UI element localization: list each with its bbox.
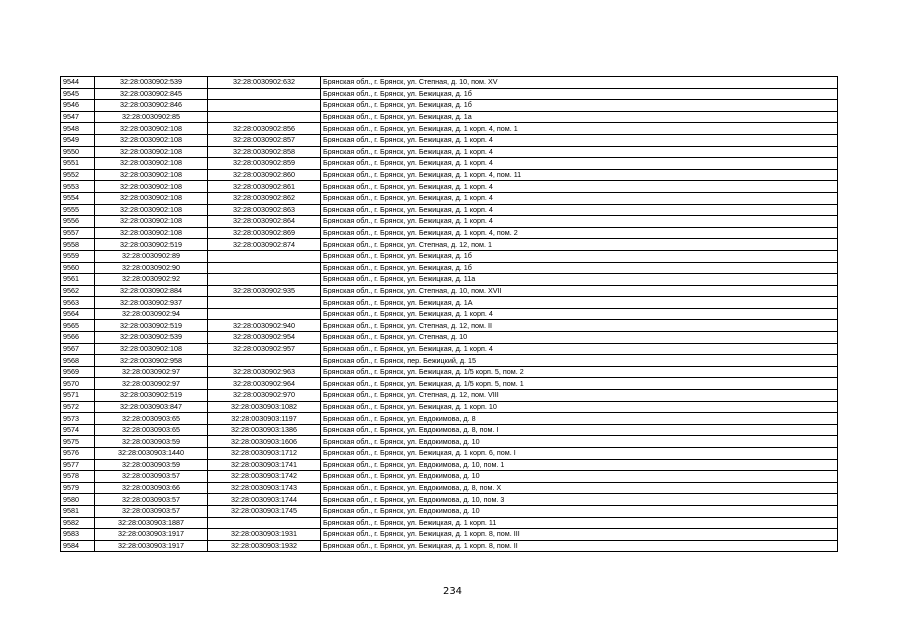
land-cadastral-number-cell: 32:28:0030903:59 bbox=[95, 459, 208, 471]
address-cell: Брянская обл., г. Брянск, ул. Евдокимова, д. 8 bbox=[321, 413, 838, 425]
address-cell: Брянская обл., г. Брянск, ул. Бежицкая, д. 1 корп. 4, пом. 1 bbox=[321, 123, 838, 135]
land-cadastral-number-cell: 32:28:0030902:958 bbox=[95, 355, 208, 367]
row-number-cell: 9574 bbox=[61, 424, 95, 436]
table-body bbox=[61, 77, 838, 552]
table-row bbox=[61, 192, 838, 204]
land-cadastral-number-cell: 32:28:0030903:57 bbox=[95, 471, 208, 483]
address-cell: Брянская обл., г. Брянск, ул. Евдокимова, д. 8, пом. I bbox=[321, 424, 838, 436]
address-cell: Брянская обл., г. Брянск, ул. Бежицкая, д. 1 корп. 4 bbox=[321, 181, 838, 193]
object-cadastral-number-cell bbox=[208, 250, 321, 262]
land-cadastral-number-cell: 32:28:0030903:57 bbox=[95, 494, 208, 506]
table-row bbox=[61, 540, 838, 552]
row-number-cell: 9576 bbox=[61, 448, 95, 460]
row-number-cell: 9578 bbox=[61, 471, 95, 483]
row-number-cell: 9549 bbox=[61, 134, 95, 146]
object-cadastral-number-cell: 32:28:0030902:858 bbox=[208, 146, 321, 158]
address-cell: Брянская обл., г. Брянск, ул. Степная, д. 12, пом. II bbox=[321, 320, 838, 332]
land-cadastral-number-cell: 32:28:0030902:519 bbox=[95, 320, 208, 332]
land-cadastral-number-cell: 32:28:0030902:845 bbox=[95, 88, 208, 100]
table-row bbox=[61, 204, 838, 216]
address-cell: Брянская обл., г. Брянск, ул. Бежицкая, д. 1 корп. 4 bbox=[321, 158, 838, 170]
land-cadastral-number-cell: 32:28:0030902:539 bbox=[95, 332, 208, 344]
row-number-cell: 9556 bbox=[61, 216, 95, 228]
row-number-cell: 9551 bbox=[61, 158, 95, 170]
object-cadastral-number-cell: 32:28:0030903:1742 bbox=[208, 471, 321, 483]
object-cadastral-number-cell: 32:28:0030902:857 bbox=[208, 134, 321, 146]
object-cadastral-number-cell bbox=[208, 111, 321, 123]
row-number-cell: 9547 bbox=[61, 111, 95, 123]
table-row bbox=[61, 262, 838, 274]
land-cadastral-number-cell: 32:28:0030903:65 bbox=[95, 424, 208, 436]
object-cadastral-number-cell: 32:28:0030903:1743 bbox=[208, 482, 321, 494]
table-row bbox=[61, 494, 838, 506]
address-cell: Брянская обл., г. Брянск, ул. Бежицкая, д. 1 корп. 4 bbox=[321, 216, 838, 228]
object-cadastral-number-cell: 32:28:0030902:864 bbox=[208, 216, 321, 228]
object-cadastral-number-cell: 32:28:0030902:935 bbox=[208, 285, 321, 297]
row-number-cell: 9555 bbox=[61, 204, 95, 216]
object-cadastral-number-cell bbox=[208, 517, 321, 529]
row-number-cell: 9572 bbox=[61, 401, 95, 413]
object-cadastral-number-cell: 32:28:0030903:1745 bbox=[208, 505, 321, 517]
object-cadastral-number-cell: 32:28:0030903:1712 bbox=[208, 448, 321, 460]
object-cadastral-number-cell: 32:28:0030903:1744 bbox=[208, 494, 321, 506]
address-cell: Брянская обл., г. Брянск, ул. Евдокимова, д. 10, пом. 1 bbox=[321, 459, 838, 471]
table-row bbox=[61, 355, 838, 367]
table-row bbox=[61, 413, 838, 425]
row-number-cell: 9570 bbox=[61, 378, 95, 390]
row-number-cell: 9550 bbox=[61, 146, 95, 158]
table-row bbox=[61, 134, 838, 146]
table-row bbox=[61, 320, 838, 332]
object-cadastral-number-cell: 32:28:0030902:940 bbox=[208, 320, 321, 332]
row-number-cell: 9554 bbox=[61, 192, 95, 204]
address-cell: Брянская обл., г. Брянск, ул. Евдокимова, д. 10, пом. 3 bbox=[321, 494, 838, 506]
address-cell: Брянская обл., г. Брянск, ул. Степная, д. 10 bbox=[321, 332, 838, 344]
address-cell: Брянская обл., г. Брянск, ул. Бежицкая, д. 1 корп. 4, пом. 11 bbox=[321, 169, 838, 181]
row-number-cell: 9567 bbox=[61, 343, 95, 355]
table-row bbox=[61, 274, 838, 286]
land-cadastral-number-cell: 32:28:0030902:108 bbox=[95, 158, 208, 170]
address-cell: Брянская обл., г. Брянск, ул. Бежицкая, д. 1А bbox=[321, 297, 838, 309]
table-row bbox=[61, 239, 838, 251]
table-row bbox=[61, 227, 838, 239]
address-cell: Брянская обл., г. Брянск, ул. Бежицкая, д. 1/5 корп. 5, пом. 2 bbox=[321, 366, 838, 378]
object-cadastral-number-cell: 32:28:0030902:863 bbox=[208, 204, 321, 216]
object-cadastral-number-cell bbox=[208, 274, 321, 286]
land-cadastral-number-cell: 32:28:0030902:884 bbox=[95, 285, 208, 297]
address-cell: Брянская обл., г. Брянск, ул. Бежицкая, д. 1 корп. 4, пом. 2 bbox=[321, 227, 838, 239]
object-cadastral-number-cell: 32:28:0030902:964 bbox=[208, 378, 321, 390]
row-number-cell: 9568 bbox=[61, 355, 95, 367]
row-number-cell: 9562 bbox=[61, 285, 95, 297]
row-number-cell: 9565 bbox=[61, 320, 95, 332]
row-number-cell: 9545 bbox=[61, 88, 95, 100]
land-cadastral-number-cell: 32:28:0030902:89 bbox=[95, 250, 208, 262]
row-number-cell: 9575 bbox=[61, 436, 95, 448]
table-row bbox=[61, 77, 838, 89]
land-cadastral-number-cell: 32:28:0030902:92 bbox=[95, 274, 208, 286]
address-cell: Брянская обл., г. Брянск, ул. Бежицкая, д. 1б bbox=[321, 262, 838, 274]
address-cell: Брянская обл., г. Брянск, ул. Степная, д. 10, пом. XV bbox=[321, 77, 838, 89]
object-cadastral-number-cell: 32:28:0030903:1932 bbox=[208, 540, 321, 552]
object-cadastral-number-cell: 32:28:0030902:861 bbox=[208, 181, 321, 193]
object-cadastral-number-cell bbox=[208, 88, 321, 100]
row-number-cell: 9584 bbox=[61, 540, 95, 552]
table-row bbox=[61, 308, 838, 320]
row-number-cell: 9582 bbox=[61, 517, 95, 529]
object-cadastral-number-cell: 32:28:0030903:1606 bbox=[208, 436, 321, 448]
row-number-cell: 9558 bbox=[61, 239, 95, 251]
land-cadastral-number-cell: 32:28:0030903:66 bbox=[95, 482, 208, 494]
address-cell: Брянская обл., г. Брянск, ул. Бежицкая, д. 1 корп. 6, пом. I bbox=[321, 448, 838, 460]
property-register-table bbox=[60, 76, 838, 552]
object-cadastral-number-cell: 32:28:0030903:1931 bbox=[208, 529, 321, 541]
address-cell: Брянская обл., г. Брянск, пер. Бежицкий, д. 15 bbox=[321, 355, 838, 367]
table-row bbox=[61, 424, 838, 436]
address-cell: Брянская обл., г. Брянск, ул. Бежицкая, д. 1 корп. 4 bbox=[321, 343, 838, 355]
land-cadastral-number-cell: 32:28:0030902:539 bbox=[95, 77, 208, 89]
address-cell: Брянская обл., г. Брянск, ул. Бежицкая, д. 1а bbox=[321, 111, 838, 123]
table-row bbox=[61, 343, 838, 355]
land-cadastral-number-cell: 32:28:0030902:519 bbox=[95, 390, 208, 402]
row-number-cell: 9546 bbox=[61, 100, 95, 112]
land-cadastral-number-cell: 32:28:0030902:94 bbox=[95, 308, 208, 320]
land-cadastral-number-cell: 32:28:0030902:108 bbox=[95, 181, 208, 193]
land-cadastral-number-cell: 32:28:0030903:847 bbox=[95, 401, 208, 413]
address-cell: Брянская обл., г. Брянск, ул. Бежицкая, д. 1/5 корп. 5, пом. 1 bbox=[321, 378, 838, 390]
row-number-cell: 9560 bbox=[61, 262, 95, 274]
row-number-cell: 9566 bbox=[61, 332, 95, 344]
address-cell: Брянская обл., г. Брянск, ул. Евдокимова, д. 10 bbox=[321, 436, 838, 448]
row-number-cell: 9569 bbox=[61, 366, 95, 378]
table-row bbox=[61, 401, 838, 413]
table-row bbox=[61, 88, 838, 100]
land-cadastral-number-cell: 32:28:0030902:108 bbox=[95, 146, 208, 158]
table-row bbox=[61, 169, 838, 181]
address-cell: Брянская обл., г. Брянск, ул. Евдокимова, д. 10 bbox=[321, 471, 838, 483]
table-row bbox=[61, 332, 838, 344]
table-row bbox=[61, 250, 838, 262]
table-row bbox=[61, 146, 838, 158]
address-cell: Брянская обл., г. Брянск, ул. Степная, д. 10, пом. XVII bbox=[321, 285, 838, 297]
address-cell: Брянская обл., г. Брянск, ул. Бежицкая, д. 1 корп. 10 bbox=[321, 401, 838, 413]
page-number: 234 bbox=[442, 586, 463, 597]
object-cadastral-number-cell: 32:28:0030903:1197 bbox=[208, 413, 321, 425]
land-cadastral-number-cell: 32:28:0030902:97 bbox=[95, 378, 208, 390]
object-cadastral-number-cell bbox=[208, 355, 321, 367]
table-row bbox=[61, 378, 838, 390]
land-cadastral-number-cell: 32:28:0030902:108 bbox=[95, 123, 208, 135]
object-cadastral-number-cell: 32:28:0030902:860 bbox=[208, 169, 321, 181]
address-cell: Брянская обл., г. Брянск, ул. Степная, д. 12, пом. VIII bbox=[321, 390, 838, 402]
table-row bbox=[61, 482, 838, 494]
land-cadastral-number-cell: 32:28:0030902:846 bbox=[95, 100, 208, 112]
table-row bbox=[61, 181, 838, 193]
row-number-cell: 9571 bbox=[61, 390, 95, 402]
object-cadastral-number-cell: 32:28:0030903:1386 bbox=[208, 424, 321, 436]
row-number-cell: 9557 bbox=[61, 227, 95, 239]
land-cadastral-number-cell: 32:28:0030903:1917 bbox=[95, 540, 208, 552]
row-number-cell: 9544 bbox=[61, 77, 95, 89]
table-row bbox=[61, 436, 838, 448]
land-cadastral-number-cell: 32:28:0030903:1887 bbox=[95, 517, 208, 529]
row-number-cell: 9553 bbox=[61, 181, 95, 193]
address-cell: Брянская обл., г. Брянск, ул. Евдокимова, д. 8, пом. X bbox=[321, 482, 838, 494]
address-cell: Брянская обл., г. Брянск, ул. Бежицкая, д. 11а bbox=[321, 274, 838, 286]
object-cadastral-number-cell: 32:28:0030902:856 bbox=[208, 123, 321, 135]
row-number-cell: 9563 bbox=[61, 297, 95, 309]
land-cadastral-number-cell: 32:28:0030902:108 bbox=[95, 204, 208, 216]
row-number-cell: 9564 bbox=[61, 308, 95, 320]
address-cell: Брянская обл., г. Брянск, ул. Бежицкая, д. 1 корп. 8, пом. III bbox=[321, 529, 838, 541]
table-row bbox=[61, 366, 838, 378]
address-cell: Брянская обл., г. Брянск, ул. Бежицкая, д. 1б bbox=[321, 100, 838, 112]
object-cadastral-number-cell bbox=[208, 308, 321, 320]
row-number-cell: 9579 bbox=[61, 482, 95, 494]
object-cadastral-number-cell: 32:28:0030903:1741 bbox=[208, 459, 321, 471]
object-cadastral-number-cell: 32:28:0030902:862 bbox=[208, 192, 321, 204]
address-cell: Брянская обл., г. Брянск, ул. Бежицкая, д. 1б bbox=[321, 250, 838, 262]
table-row bbox=[61, 297, 838, 309]
land-cadastral-number-cell: 32:28:0030902:90 bbox=[95, 262, 208, 274]
table-row bbox=[61, 285, 838, 297]
object-cadastral-number-cell bbox=[208, 262, 321, 274]
address-cell: Брянская обл., г. Брянск, ул. Евдокимова, д. 10 bbox=[321, 505, 838, 517]
table-row bbox=[61, 100, 838, 112]
land-cadastral-number-cell: 32:28:0030902:108 bbox=[95, 192, 208, 204]
land-cadastral-number-cell: 32:28:0030902:519 bbox=[95, 239, 208, 251]
address-cell: Брянская обл., г. Брянск, ул. Бежицкая, д. 1 корп. 4 bbox=[321, 146, 838, 158]
row-number-cell: 9561 bbox=[61, 274, 95, 286]
land-cadastral-number-cell: 32:28:0030903:57 bbox=[95, 505, 208, 517]
address-cell: Брянская обл., г. Брянск, ул. Бежицкая, д. 1 корп. 8, пом. II bbox=[321, 540, 838, 552]
object-cadastral-number-cell: 32:28:0030902:632 bbox=[208, 77, 321, 89]
land-cadastral-number-cell: 32:28:0030902:937 bbox=[95, 297, 208, 309]
land-cadastral-number-cell: 32:28:0030902:108 bbox=[95, 134, 208, 146]
address-cell: Брянская обл., г. Брянск, ул. Бежицкая, д. 1 корп. 11 bbox=[321, 517, 838, 529]
object-cadastral-number-cell: 32:28:0030902:954 bbox=[208, 332, 321, 344]
table-row bbox=[61, 505, 838, 517]
table-row bbox=[61, 123, 838, 135]
table-row bbox=[61, 448, 838, 460]
land-cadastral-number-cell: 32:28:0030903:1440 bbox=[95, 448, 208, 460]
land-cadastral-number-cell: 32:28:0030903:1917 bbox=[95, 529, 208, 541]
row-number-cell: 9580 bbox=[61, 494, 95, 506]
row-number-cell: 9577 bbox=[61, 459, 95, 471]
row-number-cell: 9552 bbox=[61, 169, 95, 181]
table-row bbox=[61, 471, 838, 483]
table-row bbox=[61, 459, 838, 471]
row-number-cell: 9559 bbox=[61, 250, 95, 262]
object-cadastral-number-cell: 32:28:0030902:970 bbox=[208, 390, 321, 402]
row-number-cell: 9573 bbox=[61, 413, 95, 425]
object-cadastral-number-cell bbox=[208, 100, 321, 112]
land-cadastral-number-cell: 32:28:0030902:97 bbox=[95, 366, 208, 378]
address-cell: Брянская обл., г. Брянск, ул. Бежицкая, д. 1 корп. 4 bbox=[321, 192, 838, 204]
address-cell: Брянская обл., г. Брянск, ул. Бежицкая, д. 1 корп. 4 bbox=[321, 134, 838, 146]
land-cadastral-number-cell: 32:28:0030902:108 bbox=[95, 169, 208, 181]
object-cadastral-number-cell: 32:28:0030902:957 bbox=[208, 343, 321, 355]
row-number-cell: 9583 bbox=[61, 529, 95, 541]
address-cell: Брянская обл., г. Брянск, ул. Бежицкая, д. 1б bbox=[321, 88, 838, 100]
address-cell: Брянская обл., г. Брянск, ул. Степная, д. 12, пом. 1 bbox=[321, 239, 838, 251]
object-cadastral-number-cell: 32:28:0030902:874 bbox=[208, 239, 321, 251]
object-cadastral-number-cell: 32:28:0030902:859 bbox=[208, 158, 321, 170]
row-number-cell: 9581 bbox=[61, 505, 95, 517]
land-cadastral-number-cell: 32:28:0030903:59 bbox=[95, 436, 208, 448]
table-row bbox=[61, 158, 838, 170]
table-row bbox=[61, 111, 838, 123]
address-cell: Брянская обл., г. Брянск, ул. Бежицкая, д. 1 корп. 4 bbox=[321, 204, 838, 216]
land-cadastral-number-cell: 32:28:0030902:108 bbox=[95, 227, 208, 239]
land-cadastral-number-cell: 32:28:0030902:108 bbox=[95, 216, 208, 228]
table-row bbox=[61, 529, 838, 541]
object-cadastral-number-cell: 32:28:0030902:869 bbox=[208, 227, 321, 239]
land-cadastral-number-cell: 32:28:0030902:85 bbox=[95, 111, 208, 123]
address-cell: Брянская обл., г. Брянск, ул. Бежицкая, д. 1 корп. 4 bbox=[321, 308, 838, 320]
object-cadastral-number-cell bbox=[208, 297, 321, 309]
land-cadastral-number-cell: 32:28:0030902:108 bbox=[95, 343, 208, 355]
row-number-cell: 9548 bbox=[61, 123, 95, 135]
land-cadastral-number-cell: 32:28:0030903:65 bbox=[95, 413, 208, 425]
table-row bbox=[61, 390, 838, 402]
object-cadastral-number-cell: 32:28:0030903:1082 bbox=[208, 401, 321, 413]
table-row bbox=[61, 517, 838, 529]
object-cadastral-number-cell: 32:28:0030902:963 bbox=[208, 366, 321, 378]
table-row bbox=[61, 216, 838, 228]
